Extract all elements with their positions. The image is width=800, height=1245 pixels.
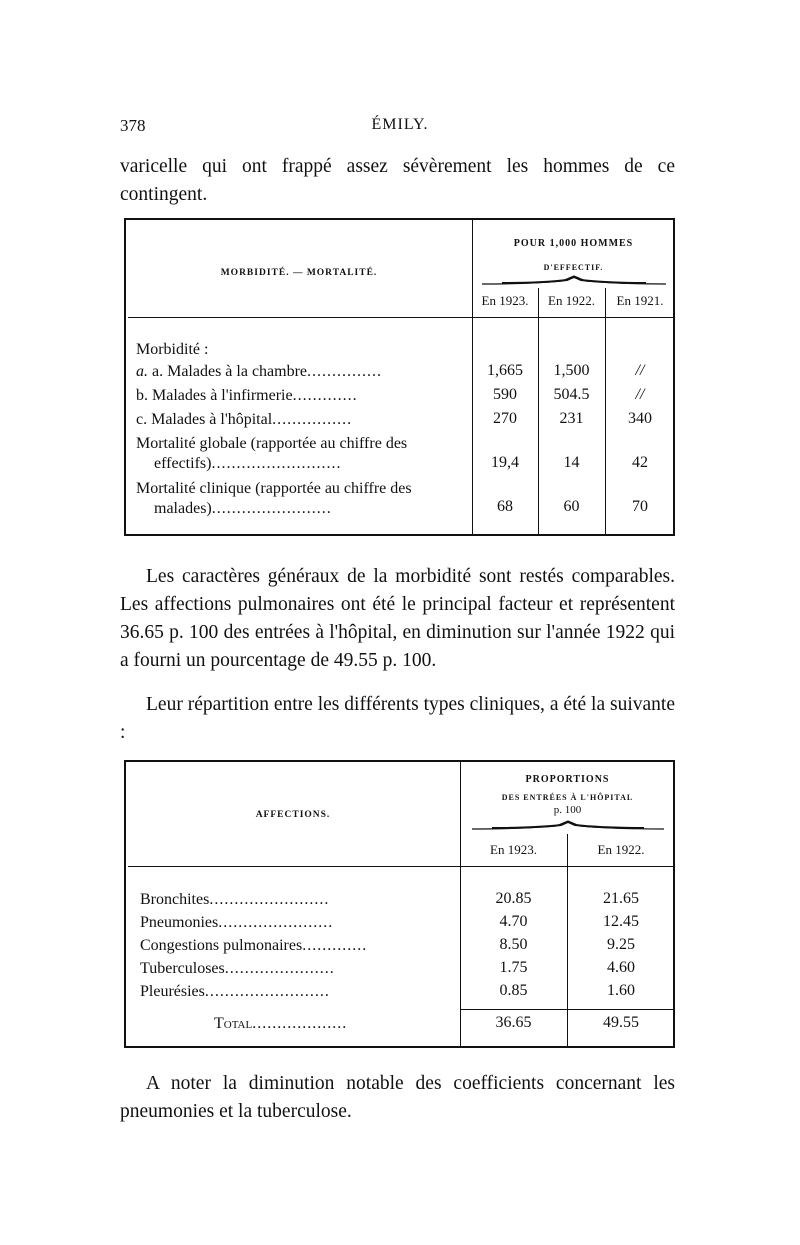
header-rule xyxy=(128,866,675,867)
table-row: a. a. Malades à la chambre............... xyxy=(136,363,383,380)
group-header: PROPORTIONS xyxy=(525,774,610,785)
intro-paragraph: varicelle qui ont frappé assez sévèrement les hommes de ce contingent. xyxy=(120,156,675,205)
col-1923: En 1923. xyxy=(481,293,529,308)
col-1923: En 1923. xyxy=(490,842,537,857)
running-title: ÉMILY. xyxy=(371,116,429,133)
col-1921: En 1921. xyxy=(616,293,664,308)
header-rule xyxy=(128,317,675,318)
row-header: MORBIDITÉ. — MORTALITÉ. xyxy=(220,268,378,278)
body-paragraph: Les caractères généraux de la morbidité sont restés comparables. Les affections pulmonaires ont été le principal facteur et représentent 36.65 p. 100 des entrées à l'hôpital, en diminution sur l'année 1922 qui a fourni un pourcentage de 49.55 p. 100. xyxy=(120,566,675,671)
col-1922: En 1922. xyxy=(597,842,645,857)
brace-decoration xyxy=(482,275,666,287)
total-row: Total................... xyxy=(214,1015,348,1032)
row-header: AFFECTIONS. xyxy=(255,810,331,820)
table-row: Pleurésies......................... xyxy=(140,983,330,1000)
table-row: c. Malades à l'hôpital................ xyxy=(136,411,353,428)
brace-decoration xyxy=(472,820,664,832)
body-paragraph: Leur répartition entre les différents types cliniques, a été la suivante : xyxy=(120,694,675,743)
morbidity-table: MORBIDITÉ. — MORTALITÉ. POUR 1,000 HOMMES D'EFFECTIF. En 1923. En 1922. En 1921. Morbidité : a. a. Malades à la chambre............... 1,665 1,500 // b. Malades à l'infirmerie............. 590 504.5 // c. Malades à l'hôpital................ 270 231 340 Mortalité globale (rapportée au chiffre des effectifs).......................... 19,4 14 42 Mortalité clinique (rapportée au chiffre des malades)........................ 68 60 70 xyxy=(124,218,675,536)
total-rule xyxy=(461,1009,675,1010)
group-header-unit: p. 100 xyxy=(553,804,582,816)
table-row: b. Malades à l'infirmerie............. xyxy=(136,387,358,404)
group-header: POUR 1,000 HOMMES xyxy=(513,238,634,249)
table-row: Tuberculoses...................... xyxy=(140,960,335,977)
page-header xyxy=(0,116,800,138)
affections-table: AFFECTIONS. PROPORTIONS DES ENTRÉES À L'HÔPITAL p. 100 En 1923. En 1922. Bronchites........................ 20.85 21.65 Pneumonies....................... 4.70 12.45 Congestions pulmonaires............. 8.50 9.25 Tuberculoses...................... 1.75 4.60 Pleurésies......................... 0.85 1.60 Total................... 36.65 49.55 xyxy=(124,760,675,1048)
table-row: Bronchites........................ xyxy=(140,891,330,908)
page-number: 378 xyxy=(120,116,146,135)
group-header-sub: DES ENTRÉES À L'HÔPITAL xyxy=(501,793,634,802)
table-row: Pneumonies....................... xyxy=(140,914,334,931)
section-label: Morbidité : xyxy=(136,341,209,358)
table-row: Mortalité clinique (rapportée au chiffre des malades)........................ xyxy=(136,480,412,517)
group-header-sub: D'EFFECTIF. xyxy=(543,263,604,272)
table-row: Mortalité globale (rapportée au chiffre des effectifs).......................... xyxy=(136,435,408,472)
body-paragraph: A noter la diminution notable des coefficients concernant les pneumonies et la tuberculose. xyxy=(120,1073,675,1122)
table-row: Congestions pulmonaires............. xyxy=(140,937,368,954)
col-1922: En 1922. xyxy=(548,293,595,308)
